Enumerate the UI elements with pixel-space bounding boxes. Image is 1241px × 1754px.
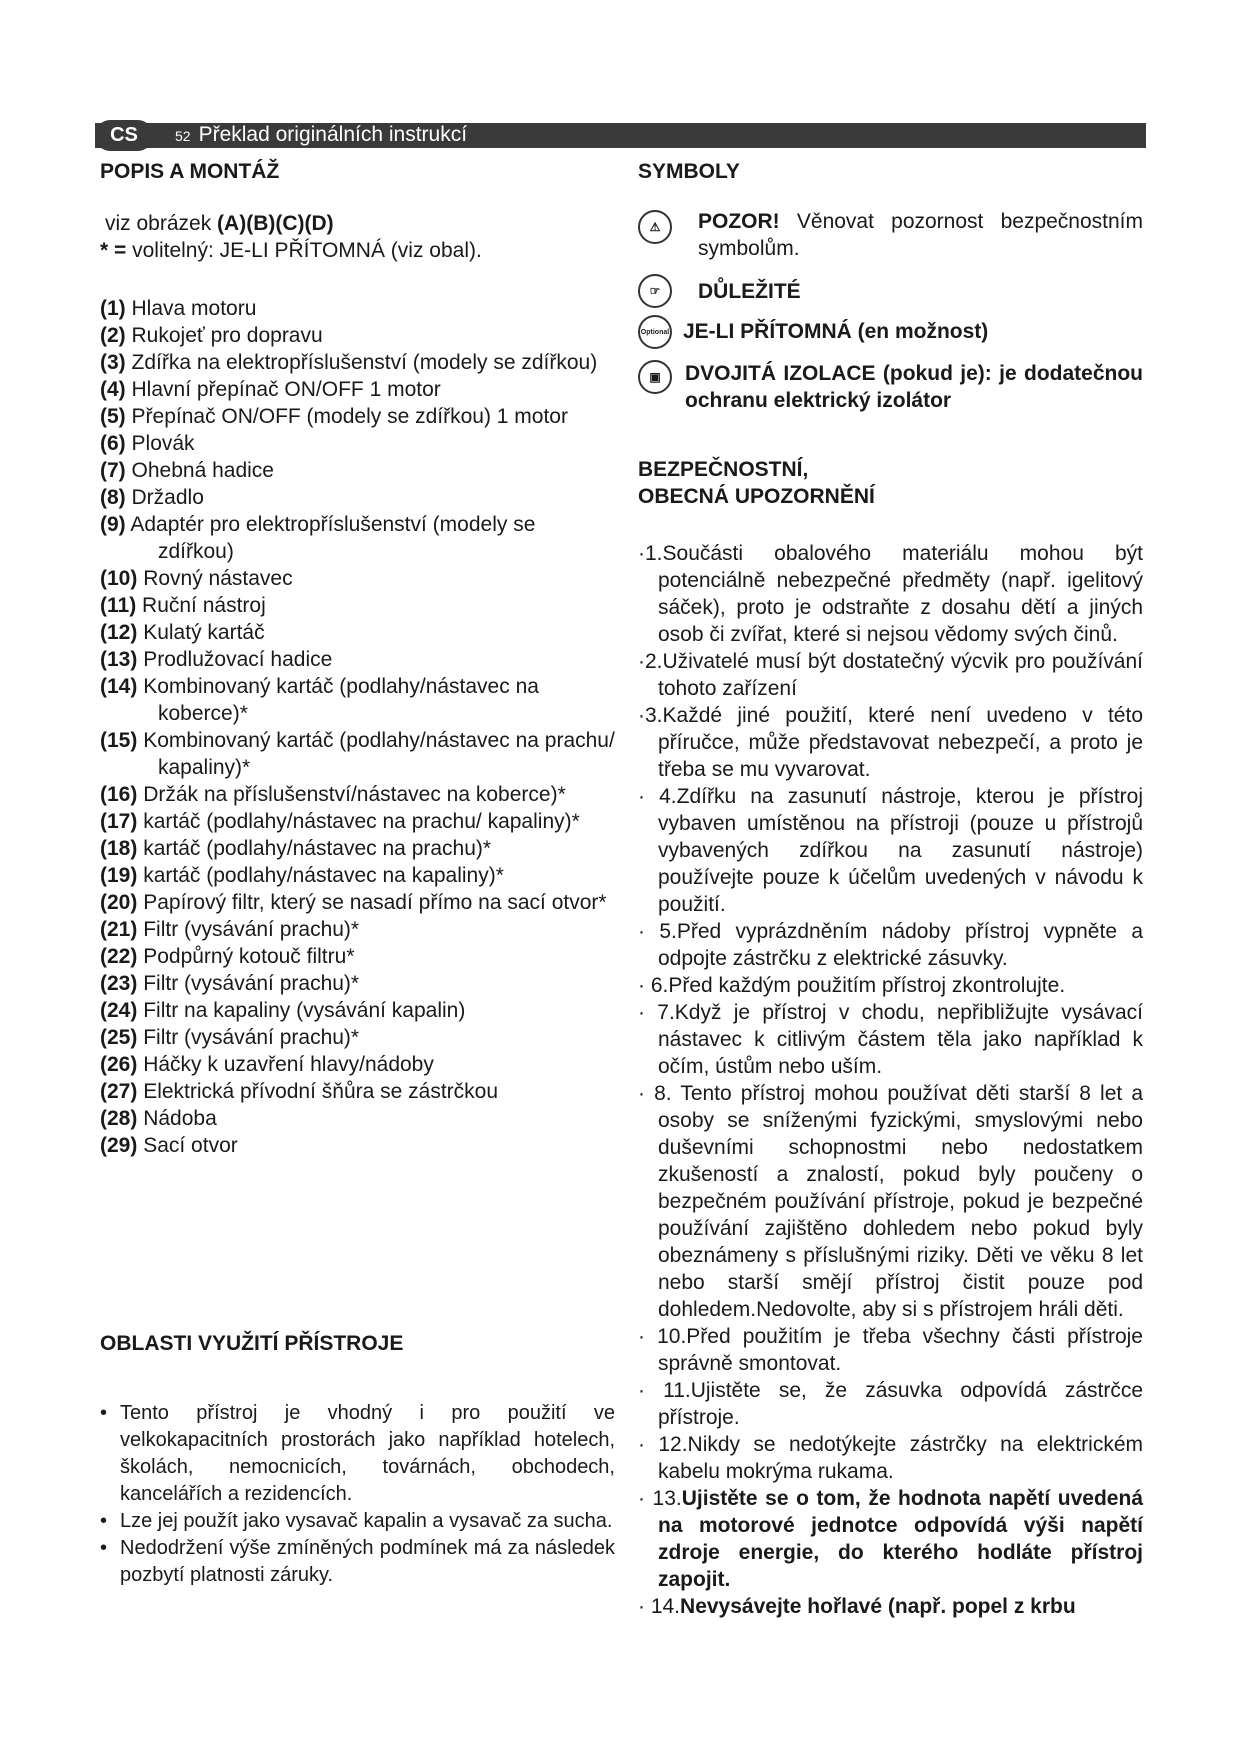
part-text: Elektrická přívodní šňůra se zástrčkou <box>143 1080 499 1103</box>
optional-icon: Optional <box>638 315 672 349</box>
part-number: (12) <box>100 621 138 644</box>
safety-text: · 8. Tento přístroj mohou používat děti starší 8 let a osoby se sníženými fyzickými, smyslovými nebo duševními schopnostmi nebo nedostatkem zkušeností a znalostí, pokud byly poučeny o bezpečném používání přístroje, pokud je bezpečné používání zajištěno dohledem nebo pokud byly obeznámeny s příslušnými riziky. Děti ve věku 8 let nebo starší smějí přístroj čistit pouze pod dohledem.Nedovolte, aby si s přístrojem hráli děti. <box>638 1082 1143 1321</box>
part-number: (8) <box>100 486 126 509</box>
safety-text: · 14. <box>638 1595 681 1618</box>
part-text: Filtr (vysávání prachu)* <box>143 918 360 941</box>
part-text: Držák na příslušenství/nástavec na koberce)* <box>143 783 566 806</box>
safety-text: · 12.Nikdy se nedotýkejte zástrčky na elektrickém kabelu mokrýma rukama. <box>638 1433 1143 1483</box>
safety-bold-text: Nevysávejte hořlavé (např. popel z krbu <box>680 1595 1076 1618</box>
symbol-double-insulation-bold: DVOJITÁ IZOLACE (pokud je): je dodatečnou ochranu elektrický izolátor <box>685 362 1143 412</box>
part-text: Hlava motoru <box>131 297 257 320</box>
part-number: (18) <box>100 837 138 860</box>
part-number: (20) <box>100 891 138 914</box>
part-number: (24) <box>100 999 138 1022</box>
part-item <box>100 1105 615 1132</box>
part-item <box>100 673 615 727</box>
safety-text: · 5.Před vyprázdněním nádoby přístroj vypněte a odpojte zástrčku z elektrické zásuvky. <box>638 920 1143 970</box>
part-text: Držadlo <box>131 486 204 509</box>
part-item <box>100 295 615 322</box>
usage-list <box>100 1400 615 1589</box>
part-number: (14) <box>100 675 138 698</box>
safety-text: ·3.Každé jiné použití, které není uvedeno v této příručce, může představovat nebezpečí, a proto je třeba se mu vyvarovat. <box>638 704 1143 781</box>
safety-heading-line-1: BEZPEČNOSTNÍ, <box>638 458 809 481</box>
part-item <box>100 1024 615 1051</box>
part-text: Nádoba <box>143 1107 217 1130</box>
section-heading-description: POPIS A MONTÁŽ <box>100 160 280 183</box>
symbol-optional <box>638 318 1143 348</box>
part-text: Kombinovaný kartáč (podlahy/nástavec na prachu/ kapaliny)* <box>143 729 615 779</box>
part-number: (4) <box>100 378 126 401</box>
safety-item <box>638 999 1143 1080</box>
symbol-warning-text: Věnovat pozornost bezpečnostním symbolům. <box>698 210 1143 260</box>
double-insulation-icon: ▣ <box>638 360 672 394</box>
part-text: Prodlužovací hadice <box>143 648 333 671</box>
safety-item <box>638 1377 1143 1431</box>
part-item <box>100 943 615 970</box>
safety-text: · 7.Když je přístroj v chodu, nepřibližujte vysávací nástavec k citlivým částem těla jako například k očím, ústům nebo uším. <box>638 1001 1143 1078</box>
part-number: (11) <box>100 594 137 617</box>
part-text: Přepínač ON/OFF (modely se zdířkou) 1 motor <box>131 405 568 428</box>
part-number: (28) <box>100 1107 138 1130</box>
part-item <box>100 646 615 673</box>
safety-text: · 11.Ujistěte se, že zásuvka odpovídá zástrčce přístroje. <box>638 1379 1143 1429</box>
part-item <box>100 619 615 646</box>
safety-list <box>638 540 1143 1620</box>
warning-icon: ⚠ <box>638 210 672 244</box>
part-text: kartáč (podlahy/nástavec na prachu/ kapaliny)* <box>143 810 580 833</box>
safety-item <box>638 648 1143 702</box>
part-item <box>100 376 615 403</box>
part-number: (26) <box>100 1053 138 1076</box>
part-text: Zdířka na elektropříslušenství (modely se zdířkou) <box>131 351 598 374</box>
part-number: (1) <box>100 297 126 320</box>
symbol-optional-bold: JE-LI PŘÍTOMNÁ (en možnost) <box>683 320 989 343</box>
intro-figs: (A)(B)(C)(D) <box>217 212 334 235</box>
safety-text: ·2.Uživatelé musí být dostatečný výcvik pro používání tohoto zařízení <box>638 650 1143 700</box>
safety-item <box>638 972 1143 999</box>
safety-item <box>638 702 1143 783</box>
part-number: (29) <box>100 1134 138 1157</box>
part-text: Ohebná hadice <box>131 459 274 482</box>
safety-bold-text: Ujistěte se o tom, že hodnota napětí uvedená na motorové jednotce odpovídá výši napětí zdroje energie, do kterého hodláte přístroj zapojit. <box>658 1487 1143 1591</box>
part-text: Sací otvor <box>143 1134 238 1157</box>
safety-item <box>638 1485 1143 1593</box>
part-number: (5) <box>100 405 126 428</box>
part-text: Rukojeť pro dopravu <box>131 324 323 347</box>
part-number: (15) <box>100 729 138 752</box>
usage-item: • Tento přístroj je vhodný i pro použití ve velkokapacitních prostorách jako například hotelech, školách, nemocnicích, továrnách, obchodech, kancelářích a rezidencích. <box>100 1400 615 1508</box>
part-text: kartáč (podlahy/nástavec na kapaliny)* <box>143 864 504 887</box>
part-text: Plovák <box>131 432 195 455</box>
safety-item <box>638 918 1143 972</box>
part-item <box>100 727 615 781</box>
part-item <box>100 484 615 511</box>
intro-prefix: viz obrázek <box>105 212 218 235</box>
header-title-text: Překlad originálních instrukcí <box>198 123 468 146</box>
part-item <box>100 781 615 808</box>
part-text: Adaptér pro elektropříslušenství (modely se zdířkou) <box>130 513 536 563</box>
symbol-warning-bold: POZOR! <box>698 210 780 233</box>
part-text: Podpůrný kotouč filtru* <box>143 945 355 968</box>
part-number: (6) <box>100 432 126 455</box>
language-badge: CS <box>95 120 153 151</box>
part-number: (7) <box>100 459 126 482</box>
part-item <box>100 916 615 943</box>
part-text: Kulatý kartáč <box>143 621 265 644</box>
parts-list <box>100 295 615 1159</box>
part-item <box>100 1132 615 1159</box>
part-item <box>100 565 615 592</box>
symbol-warning <box>638 208 1143 264</box>
part-item <box>100 592 615 619</box>
section-heading-symbols: SYMBOLY <box>638 160 740 183</box>
safety-item <box>638 783 1143 918</box>
part-number: (9) <box>100 513 126 536</box>
usage-item: • Lze jej použít jako vysavač kapalin a vysavač za sucha. <box>100 1508 615 1535</box>
safety-text: · 4.Zdířku na zasunutí nástroje, kterou je přístroj vybaven umístěnou na přístroji (pouze u přístrojů vybavených zdířkou na zasunutí nástroje) používejte pouze k účelům uvedených v návodu k použití. <box>638 785 1143 916</box>
part-item <box>100 322 615 349</box>
safety-item <box>638 1431 1143 1485</box>
part-text: Filtr (vysávání prachu)* <box>143 1026 360 1049</box>
safety-item <box>638 1593 1143 1620</box>
intro-figures <box>105 210 334 237</box>
part-number: (19) <box>100 864 138 887</box>
safety-text: · 6.Před každým použitím přístroj zkontrolujte. <box>638 974 1066 997</box>
part-item <box>100 457 615 484</box>
safety-text: · 13. <box>638 1487 682 1510</box>
part-item <box>100 808 615 835</box>
part-number: (3) <box>100 351 126 374</box>
part-text: Háčky k uzavření hlavy/nádoby <box>143 1053 434 1076</box>
safety-text: · 10.Před použitím je třeba všechny části přístroje správně smontovat. <box>638 1325 1143 1375</box>
symbol-double-insulation <box>638 360 1143 416</box>
part-item <box>100 511 615 565</box>
part-number: (10) <box>100 567 138 590</box>
safety-heading-line-2: OBECNÁ UPOZORNĚNÍ <box>638 485 875 508</box>
part-number: (25) <box>100 1026 138 1049</box>
part-text: Hlavní přepínač ON/OFF 1 motor <box>131 378 441 401</box>
safety-text: ·1.Součásti obalového materiálu mohou být potenciálně nebezpečné předměty (např. igelitový sáček), proto je odstraňte z dosahu dětí a jiných osob či zvířat, které si nejsou vědomy svých činů. <box>638 542 1143 646</box>
part-item <box>100 997 615 1024</box>
part-number: (2) <box>100 324 126 347</box>
usage-item: • Nedodržení výše zmíněných podmínek má za následek pozbytí platnosti záruky. <box>100 1535 615 1589</box>
part-text: kartáč (podlahy/nástavec na prachu)* <box>143 837 492 860</box>
part-number: (17) <box>100 810 138 833</box>
page-number: 52 <box>175 128 191 144</box>
part-number: (13) <box>100 648 138 671</box>
part-number: (21) <box>100 918 138 941</box>
intro-optional <box>100 237 482 264</box>
part-item <box>100 1078 615 1105</box>
part-item <box>100 835 615 862</box>
safety-item <box>638 1080 1143 1323</box>
safety-item <box>638 540 1143 648</box>
symbol-important-bold: DŮLEŽITÉ <box>698 280 801 303</box>
part-item <box>100 862 615 889</box>
part-item <box>100 430 615 457</box>
part-text: Kombinovaný kartáč (podlahy/nástavec na koberce)* <box>143 675 539 725</box>
part-text: Filtr (vysávání prachu)* <box>143 972 360 995</box>
symbol-important <box>638 278 1143 308</box>
part-text: Filtr na kapaliny (vysávání kapalin) <box>143 999 466 1022</box>
part-item <box>100 349 615 376</box>
part-item <box>100 1051 615 1078</box>
part-text: Papírový filtr, který se nasadí přímo na sací otvor* <box>143 891 607 914</box>
part-text: Ruční nástroj <box>142 594 266 617</box>
part-number: (23) <box>100 972 138 995</box>
safety-item <box>638 1323 1143 1377</box>
part-item <box>100 403 615 430</box>
part-number: (16) <box>100 783 138 806</box>
part-text: Rovný nástavec <box>143 567 293 590</box>
part-number: (22) <box>100 945 138 968</box>
optional-text: volitelný: JE-LI PŘÍTOMNÁ (viz obal). <box>126 239 482 262</box>
section-heading-usage: OBLASTI VYUŽITÍ PŘÍSTROJE <box>100 1332 404 1355</box>
header-title <box>175 121 467 150</box>
optional-mark: * = <box>100 239 127 262</box>
part-number: (27) <box>100 1080 138 1103</box>
pointing-hand-icon: ☞ <box>638 274 672 308</box>
part-item <box>100 970 615 997</box>
part-item <box>100 889 615 916</box>
